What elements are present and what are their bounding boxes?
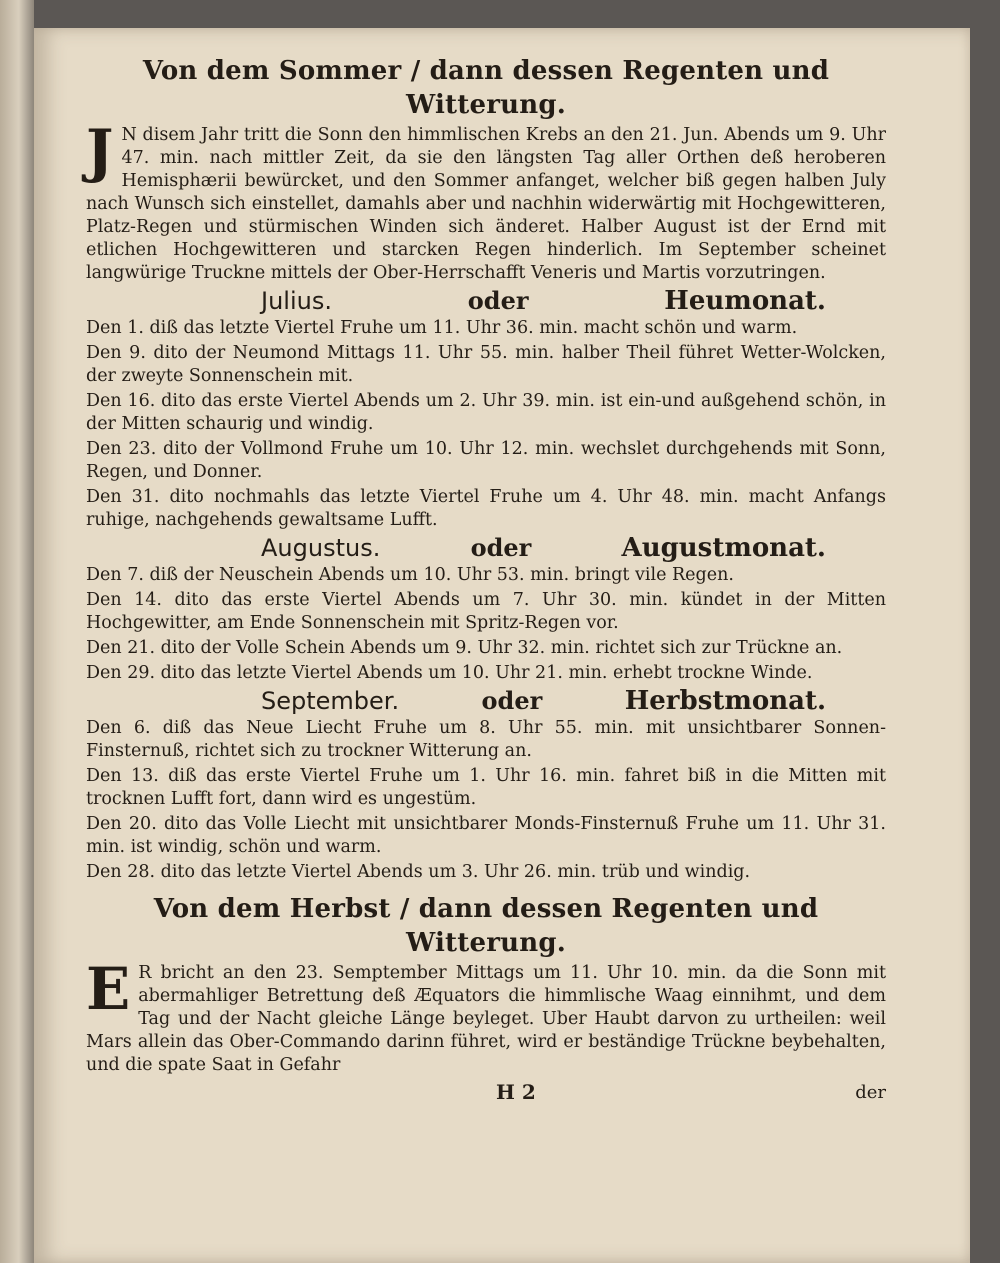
catchword: der <box>855 1082 886 1103</box>
month-heading-september <box>86 686 886 716</box>
summer-text: N disem Jahr tritt die Sonn den himmlischen Krebs an den 21. Jun. Abends um 9. Uhr 47. min. nach mittler Zeit, da sie den längsten Tag aller Orthen deß heroberen Hemisphærii bewürcket, und den Sommer anfanget, welcher biß gegen halben July nach Wunsch sich einstellet, damahls aber und nachhin widerwärtig mit Hochgewitteren, Platz-Regen und stürmischen Winden sich änderet. Halber August ist der Ernd mit etlichen Hochgewitteren und starcken Regen hinderlich. Im September scheinet langwürige Truckne mittels der Ober-Herrschafft Veneris und Martis vorzutringen. <box>86 125 886 283</box>
month-heading-julius <box>86 286 886 316</box>
month-oder: oder <box>470 533 532 562</box>
entry: Den 7. diß der Neuschein Abends um 10. Uhr 53. min. bringt vile Regen. <box>86 565 734 585</box>
left-page-edge <box>0 0 34 1263</box>
autumn-heading: Von dem Herbst / dann dessen Regenten und Witterung. <box>153 894 819 958</box>
summer-heading: Von dem Sommer / dann dessen Regenten und Witterung. <box>142 56 830 120</box>
month-oder: oder <box>467 286 529 315</box>
month-heading-augustus <box>86 533 886 563</box>
summer-dropcap: J <box>86 117 114 185</box>
entry: Den 14. dito das erste Viertel Abends um 7. Uhr 30. min. kündet in der Mitten Hochgewitter, am Ende Sonnenschein mit Spritz-Regen vor. <box>86 590 886 633</box>
book-page <box>34 28 970 1263</box>
entry: Den 31. dito nochmahls das letzte Viertel Fruhe um 4. Uhr 48. min. macht Anfangs ruhige, nachgehends gewaltsame Lufft. <box>86 487 886 530</box>
autumn-dropcap: E <box>86 955 131 1023</box>
autumn-text: R bricht an den 23. Semptember Mittags um 11. Uhr 10. min. da die Sonn mit abermahliger Betrettung deß Æquators die himmlische Waag einnihmt, und dem Tag und der Nacht gleiche Länge beyleget. Uber Haubt darvon zu urtheilen: weil Mars allein das Ober-Commando darinn führet, wird er beständige Trückne beybehalten, und die spate Saat in Gefahr <box>86 963 886 1075</box>
entry: Den 20. dito das Volle Liecht mit unsichtbarer Monds-Finsternuß Fruhe um 11. Uhr 31. min. ist windig, schön und warm. <box>86 814 886 857</box>
signature-mark: H 2 <box>496 1080 536 1104</box>
summer-paragraph <box>86 117 886 285</box>
julius-entries <box>86 317 886 532</box>
page-footer <box>86 1081 886 1107</box>
month-german: Heumonat. <box>664 286 826 316</box>
augustus-entries <box>86 564 886 685</box>
page-text <box>86 54 886 1107</box>
september-entries <box>86 717 886 884</box>
month-oder: oder <box>481 686 543 715</box>
entry: Den 13. diß das erste Viertel Fruhe um 1. Uhr 16. min. fahret biß in die Mitten mit trocknen Lufft fort, dann wird es ungestüm. <box>86 766 886 809</box>
month-german: Augustmonat. <box>621 533 826 563</box>
month-latin: Julius. <box>261 287 332 315</box>
entry: Den 1. diß das letzte Viertel Fruhe um 11. Uhr 36. min. macht schön und warm. <box>86 318 798 338</box>
entry: Den 6. diß das Neue Liecht Fruhe um 8. Uhr 55. min. mit unsichtbarer Sonnen-Finsternuß, richtet sich zu trockner Witterung an. <box>86 718 886 761</box>
entry: Den 9. dito der Neumond Mittags 11. Uhr 55. min. halber Theil führet Wetter-Wolcken, der zweyte Sonnenschein mit. <box>86 343 886 386</box>
month-latin: September. <box>261 687 400 715</box>
entry: Den 29. dito das letzte Viertel Abends um 10. Uhr 21. min. erhebt trockne Winde. <box>86 663 813 683</box>
entry: Den 21. dito der Volle Schein Abends um 9. Uhr 32. min. richtet sich zur Trückne an. <box>86 638 843 658</box>
entry: Den 28. dito das letzte Viertel Abends um 3. Uhr 26. min. trüb und windig. <box>86 862 751 882</box>
entry: Den 23. dito der Vollmond Fruhe um 10. Uhr 12. min. wechslet durchgehends mit Sonn, Regen, und Donner. <box>86 439 886 482</box>
month-german: Herbstmonat. <box>624 686 826 716</box>
entry: Den 16. dito das erste Viertel Abends um 2. Uhr 39. min. ist ein-und außgehend schön, in der Mitten schaurig und windig. <box>86 391 886 434</box>
autumn-paragraph <box>86 955 886 1077</box>
month-latin: Augustus. <box>261 534 381 562</box>
